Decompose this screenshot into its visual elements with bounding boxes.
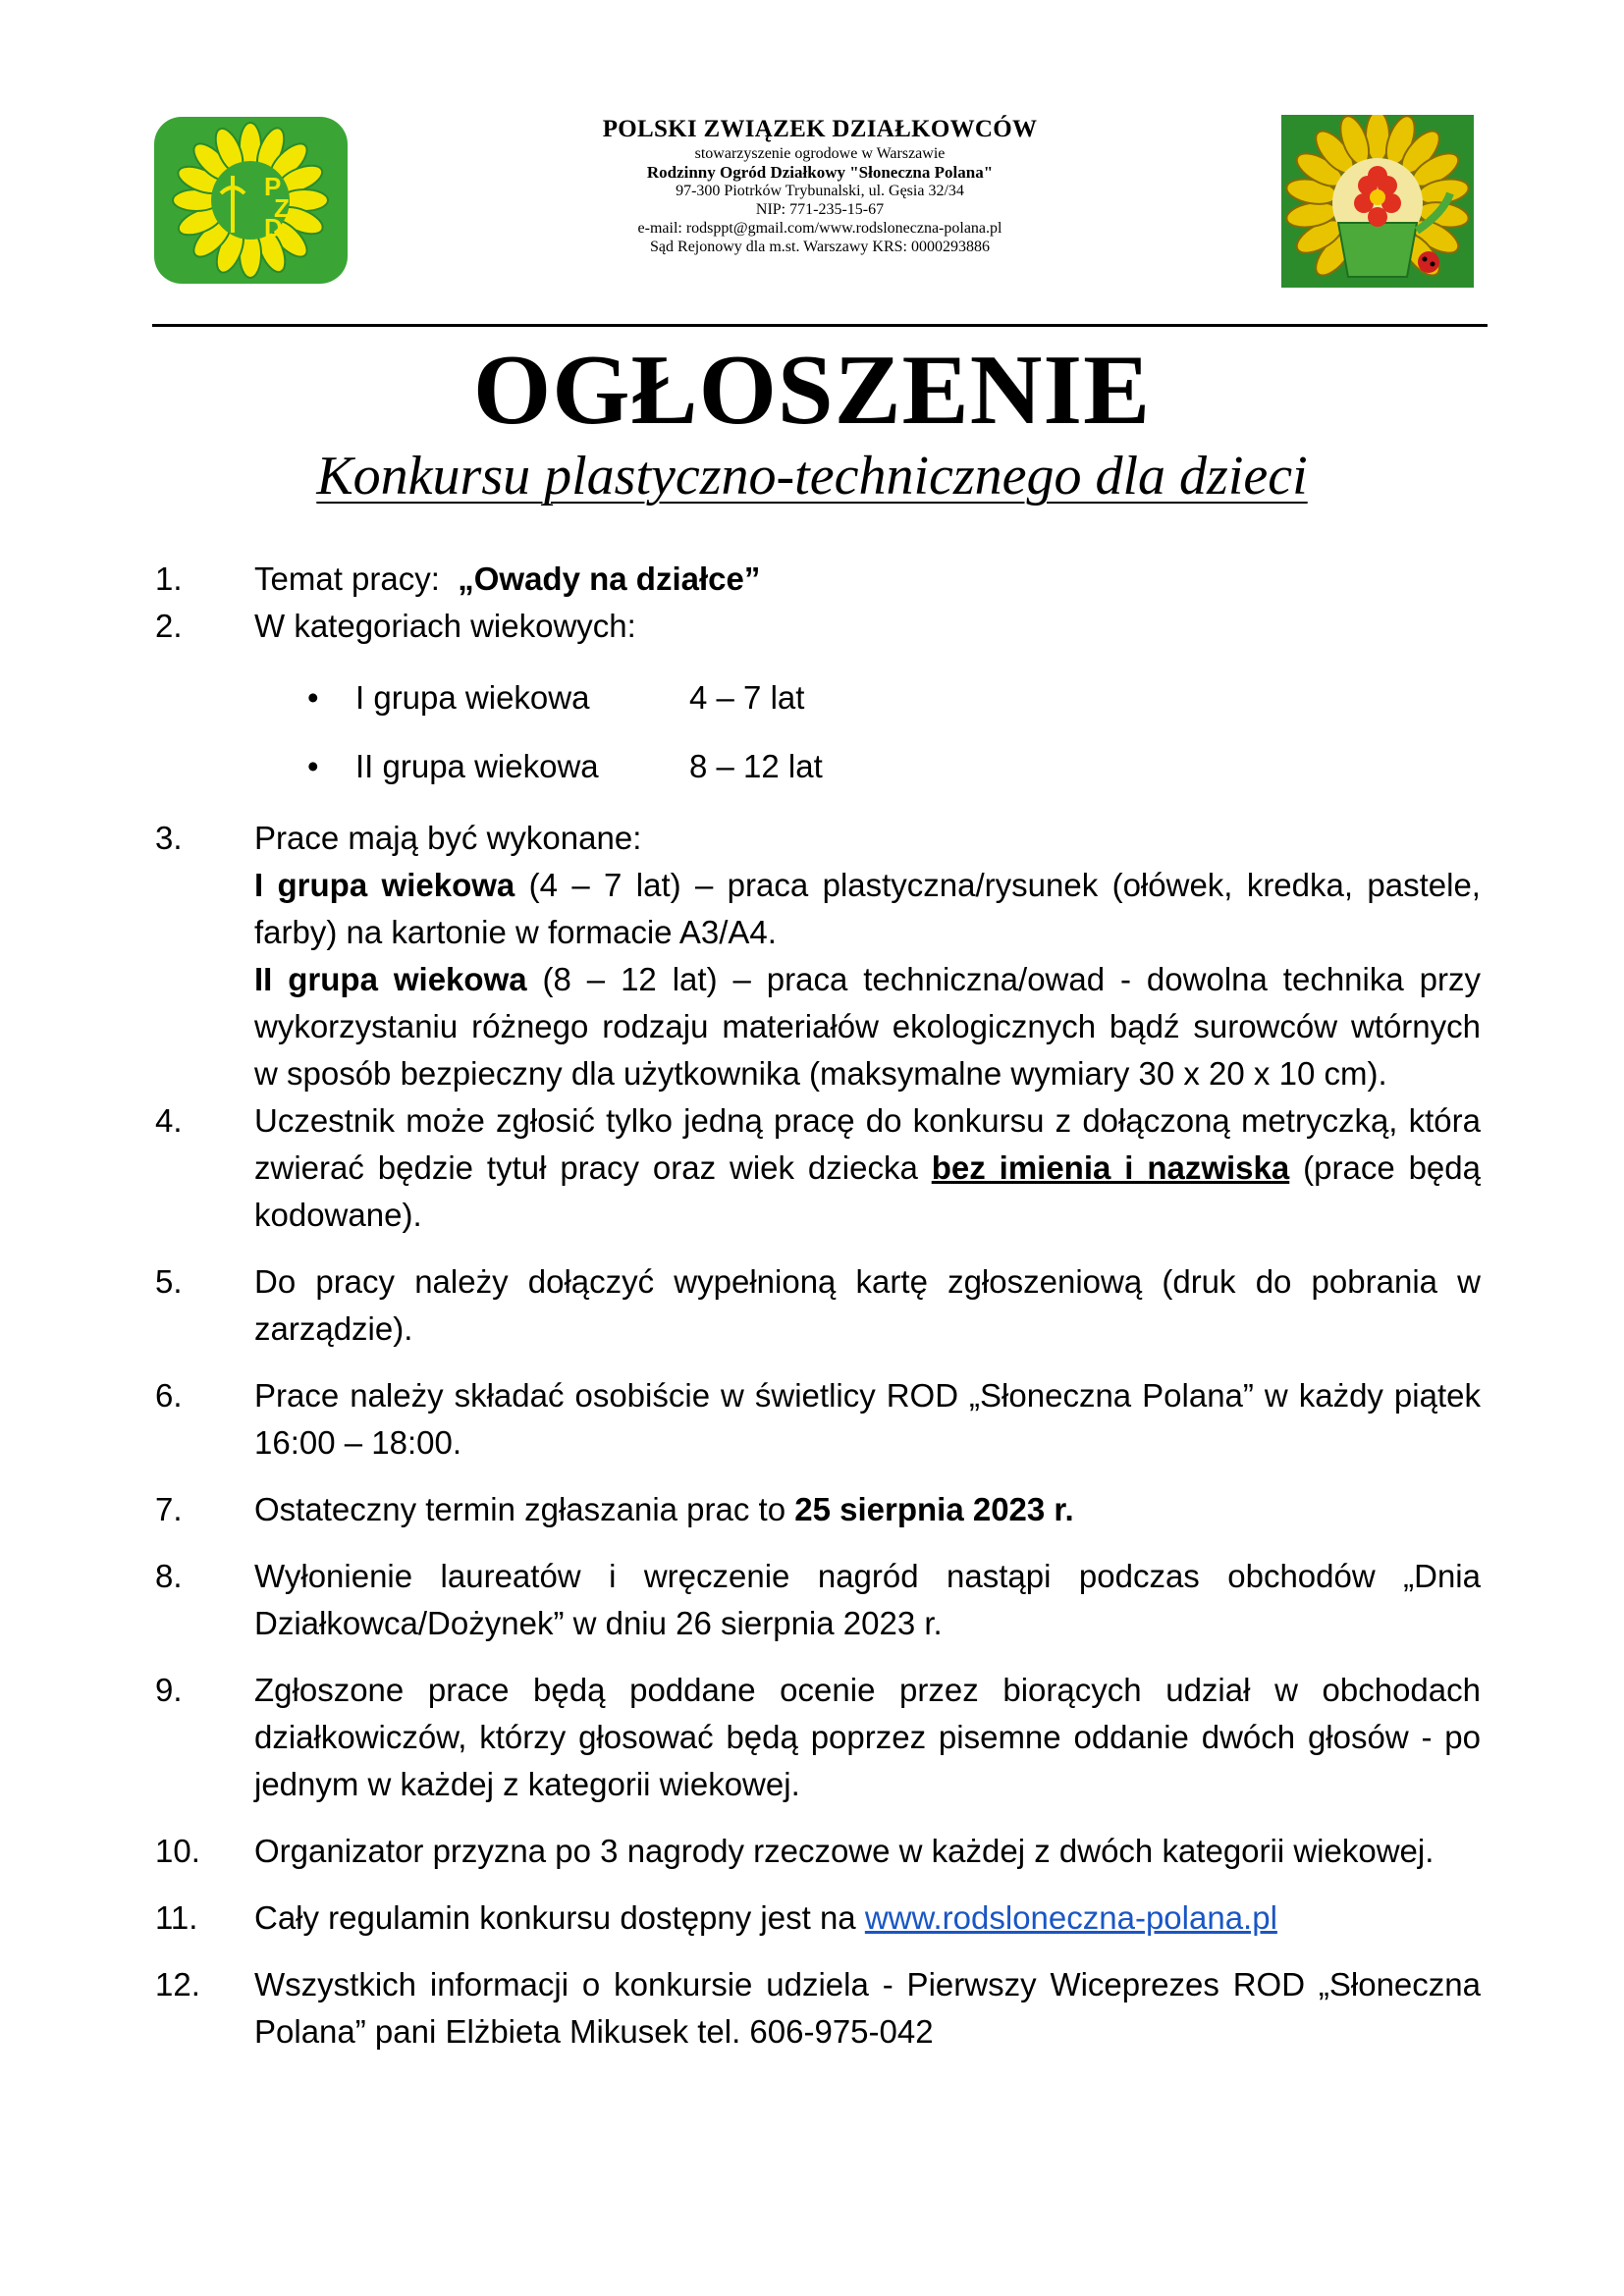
age-range: 4 – 7 lat bbox=[689, 679, 805, 716]
group-label: I grupa wiekowa bbox=[254, 867, 515, 903]
website-link[interactable]: www.rodsloneczna-polana.pl bbox=[864, 1899, 1277, 1936]
header-divider bbox=[152, 324, 1488, 327]
item-paragraph bbox=[254, 862, 1481, 956]
item-text: Ostateczny termin zgłaszania prac to bbox=[254, 1491, 795, 1527]
item-text: Uczestnik może zgłosić tylko jedną pracę do konkursu z dołączoną metryczką, która zwierać będzie tytuł pracy oraz wiek dziecka bbox=[254, 1102, 1481, 1186]
item-text: . bbox=[1064, 1491, 1074, 1527]
list-item bbox=[155, 1097, 1481, 1239]
item-number: 2. bbox=[155, 608, 183, 644]
org-subtitle: stowarzyszenie ogrodowe w Warszawie bbox=[694, 145, 946, 162]
svg-text:D: D bbox=[264, 213, 283, 242]
item-text: Cały regulamin konkursu dostępny jest na bbox=[254, 1899, 865, 1936]
bullet: • bbox=[307, 748, 319, 784]
court-registry: Sąd Rejonowy dla m.st. Warszawy KRS: 0000293886 bbox=[650, 239, 990, 255]
item-number: 4. bbox=[155, 1102, 183, 1139]
group-description: (8 – 12 lat) – praca techniczna/owad - dowolna technika przy wykorzystaniu różnego rodzaju materiałów ekologicznych bądź surowców wtórnych w sposób bezpieczny dla użytkownika (maksymalne wymiary 30 x 20 x 10 cm). bbox=[254, 961, 1481, 1092]
item-number: 1. bbox=[155, 561, 183, 597]
list-item bbox=[155, 1961, 1481, 2056]
letterhead bbox=[154, 115, 1486, 290]
item-text: Temat pracy: bbox=[254, 561, 459, 597]
item-paragraph bbox=[254, 956, 1481, 1097]
contact: e-mail: rodsppt@gmail.com/www.rodsloneczna-polana.pl bbox=[637, 220, 1002, 237]
item-text: Prace należy składać osobiście w świetlicy ROD „Słoneczna Polana” w każdy piątek 16:00 – 18:00. bbox=[254, 1377, 1481, 1461]
page-title: OGŁOSZENIE bbox=[472, 335, 1152, 446]
list-item bbox=[155, 556, 1481, 603]
item-text: Organizator przyzna po 3 nagrody rzeczowe w każdej z dwóch kategorii wiekowej. bbox=[254, 1833, 1435, 1869]
anonymity-note: bez imienia i nazwiska bbox=[931, 1149, 1290, 1186]
item-number: 9. bbox=[155, 1672, 183, 1708]
pzd-logo bbox=[154, 117, 348, 284]
deadline: 25 sierpnia 2023 r bbox=[794, 1491, 1065, 1527]
item-text: Prace mają być wykonane: bbox=[254, 820, 642, 856]
list-item bbox=[155, 1372, 1481, 1467]
address: 97-300 Piotrków Trybunalski, ul. Gęsia 32/34 bbox=[676, 183, 964, 199]
age-group-name: I grupa wiekowa bbox=[355, 679, 590, 716]
age-group bbox=[155, 664, 1481, 732]
organization-info bbox=[390, 115, 1250, 256]
list-item bbox=[155, 1667, 1481, 1808]
item-text: (prace będą kodowane). bbox=[254, 1149, 1481, 1233]
list-item bbox=[155, 1553, 1481, 1647]
bullet: • bbox=[307, 679, 319, 716]
age-group-name: II grupa wiekowa bbox=[355, 748, 599, 784]
item-text: Do pracy należy dołączyć wypełnioną kartę zgłoszeniową (druk do pobrania w zarządzie). bbox=[254, 1263, 1481, 1347]
item-text: Wyłonienie laureatów i wręczenie nagród nastąpi podczas obchodów „Dnia Działkowca/Dożynek” w dniu 26 sierpnia 2023 r. bbox=[254, 1558, 1481, 1641]
list-item bbox=[155, 1258, 1481, 1353]
nip: NIP: 771-235-15-67 bbox=[755, 201, 885, 218]
item-text: Wszystkich informacji o konkursie udziela - Pierwszy Wiceprezes ROD „Słoneczna Polana” pani Elżbieta Mikusek tel. 606-975-042 bbox=[254, 1966, 1481, 2050]
svg-text:P: P bbox=[264, 172, 282, 201]
item-number: 8. bbox=[155, 1558, 183, 1594]
list-item bbox=[155, 1486, 1481, 1533]
item-number: 3. bbox=[155, 820, 183, 856]
item-number: 5. bbox=[155, 1263, 183, 1300]
list-item bbox=[155, 603, 1481, 650]
list-item bbox=[155, 1828, 1481, 1875]
garden-name: Rodzinny Ogród Działkowy "Słoneczna Polana" bbox=[646, 163, 994, 182]
item-number: 12. bbox=[155, 1966, 200, 2002]
age-range: 8 – 12 lat bbox=[689, 748, 823, 784]
list-item bbox=[155, 815, 1481, 1097]
age-group bbox=[155, 732, 1481, 801]
svg-text:Z: Z bbox=[274, 193, 290, 223]
list-item bbox=[155, 1895, 1481, 1942]
item-number: 11. bbox=[155, 1899, 198, 1936]
sunflower-logo bbox=[1281, 115, 1474, 288]
item-number: 6. bbox=[155, 1377, 183, 1414]
page-subtitle: Konkursu plastyczno-technicznego dla dzieci bbox=[316, 446, 1308, 507]
item-number: 10. bbox=[155, 1833, 200, 1869]
group-label: II grupa wiekowa bbox=[254, 961, 527, 997]
item-number: 7. bbox=[155, 1491, 183, 1527]
item-text: W kategoriach wiekowych: bbox=[254, 608, 636, 644]
rules-list bbox=[155, 556, 1481, 2056]
group-description: (4 – 7 lat) – praca plastyczna/rysunek (ołówek, kredka, pastele, farby) na kartonie w formacie A3/A4. bbox=[254, 867, 1481, 950]
item-text: Zgłoszone prace będą poddane ocenie przez biorących udział w obchodach działkowiczów, którzy głosować będą poprzez pisemne oddanie dwóch głosów - po jednym w każdej z kategorii wiekowej. bbox=[254, 1672, 1481, 1802]
topic: „Owady na działce” bbox=[458, 561, 761, 597]
org-name: POLSKI ZWIĄZEK DZIAŁKOWCÓW bbox=[602, 116, 1038, 142]
